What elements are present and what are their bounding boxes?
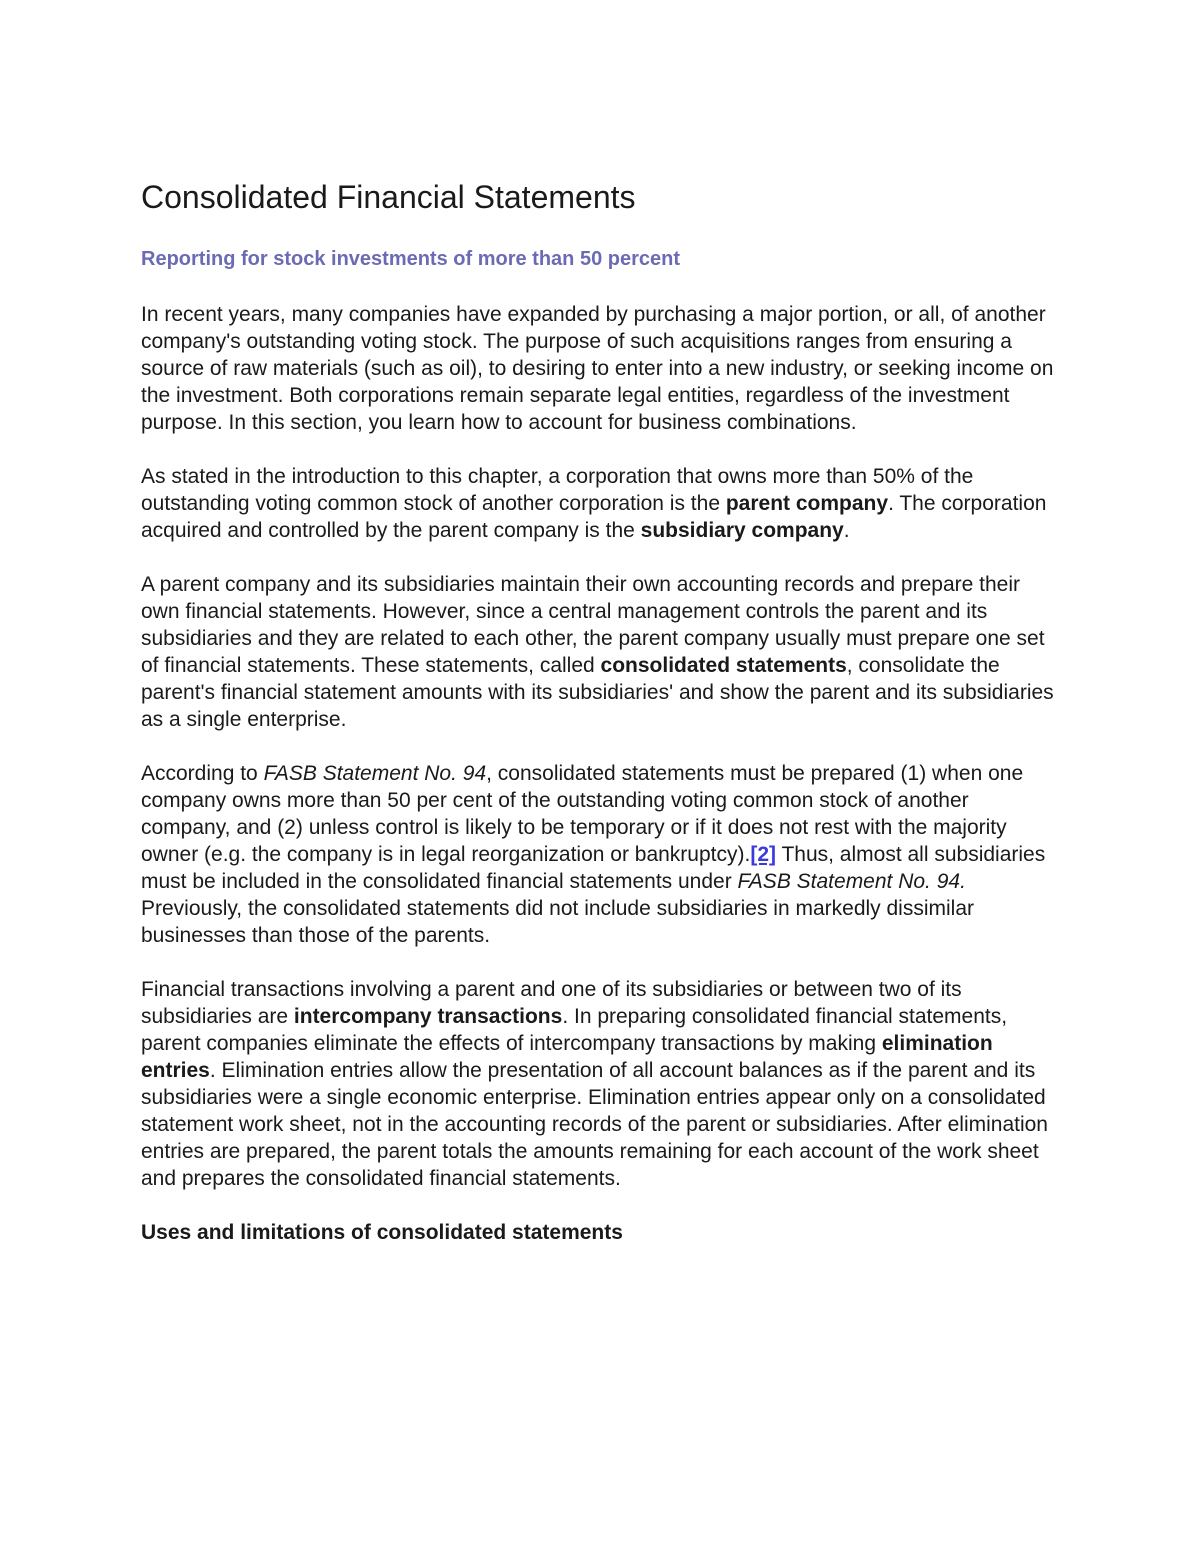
citation-fasb-94: FASB Statement No. 94: [263, 762, 487, 785]
text-run: According to: [141, 762, 264, 785]
term-intercompany-transactions: intercompany transactions: [293, 1005, 563, 1028]
text-run: As stated in the introduction to this chapter, a corporation that owns more than 50% of the outstanding voting common stock of another corporation is the: [141, 465, 974, 515]
text-run: .: [843, 519, 850, 542]
paragraph-fasb: [141, 760, 1061, 949]
paragraph-intercompany: [141, 976, 1061, 1192]
citation-fasb-94: FASB Statement No. 94.: [737, 870, 966, 893]
paragraph-consolidated-statements: [141, 571, 1061, 733]
text-run: Financial transactions involving a parent and one of its subsidiaries or between two of its subsidiaries are: [141, 978, 962, 1028]
paragraph-parent-company: [141, 463, 1061, 544]
term-consolidated-statements: consolidated statements: [600, 654, 847, 677]
text-run: A parent company and its subsidiaries maintain their own accounting records and prepare their own financial statements. However, since a central management controls the parent and its subsidiaries and they are related to each other, the parent company usually must prepare one set of financial statements. These statements, called: [141, 573, 1045, 677]
section-heading: Uses and limitations of consolidated statements: [141, 1221, 623, 1244]
term-elimination-entries: elimination entries: [141, 1032, 993, 1082]
paragraph-intro: In recent years, many companies have expanded by purchasing a major portion, or all, of another company's outstanding voting stock. The purpose of such acquisitions ranges from ensuring a source of raw materials (such as oil), to desiring to enter into a new industry, or seeking income on the investment. Both corporations remain separate legal entities, regardless of the investment purpose. In this section, you learn how to account for business combinations.: [141, 303, 1054, 434]
document-page: [141, 172, 1061, 1246]
text-run: , consolidate the parent's financial statement amounts with its subsidiaries' and show the parent and its subsidiaries as a single enterprise.: [141, 654, 1054, 731]
text-run: Previously, the consolidated statements did not include subsidiaries in markedly dissimilar businesses than those of the parents.: [141, 897, 975, 947]
term-parent-company: parent company: [725, 492, 889, 515]
text-run: . Elimination entries allow the presentation of all account balances as if the parent and its subsidiaries were a single economic enterprise. Elimination entries appear only on a consolidated statement work sheet, not in the accounting records of the parent or subsidiaries. After elimination entries are prepared, the parent totals the amounts remaining for each account of the work sheet and prepares the consolidated financial statements.: [141, 1059, 1048, 1190]
section-subtitle: Reporting for stock investments of more than 50 percent: [141, 248, 680, 270]
footnote-link[interactable]: [2]: [750, 843, 776, 866]
term-subsidiary-company: subsidiary company: [640, 519, 844, 542]
page-title: Consolidated Financial Statements: [141, 179, 636, 215]
text-run: . The corporation acquired and controlled by the parent company is the: [141, 492, 1047, 542]
text-run: Thus, almost all subsidiaries must be included in the consolidated financial statements under: [141, 843, 1046, 893]
text-run: , consolidated statements must be prepared (1) when one company owns more than 50 per cent of the outstanding voting common stock of another company, and (2) unless control is likely to be temporary or if it does not rest with the majority owner (e.g. the company is in legal reorganization or bankruptcy).: [141, 762, 1024, 866]
text-run: . In preparing consolidated financial statements, parent companies eliminate the effects of intercompany transactions by making: [141, 1005, 1008, 1055]
